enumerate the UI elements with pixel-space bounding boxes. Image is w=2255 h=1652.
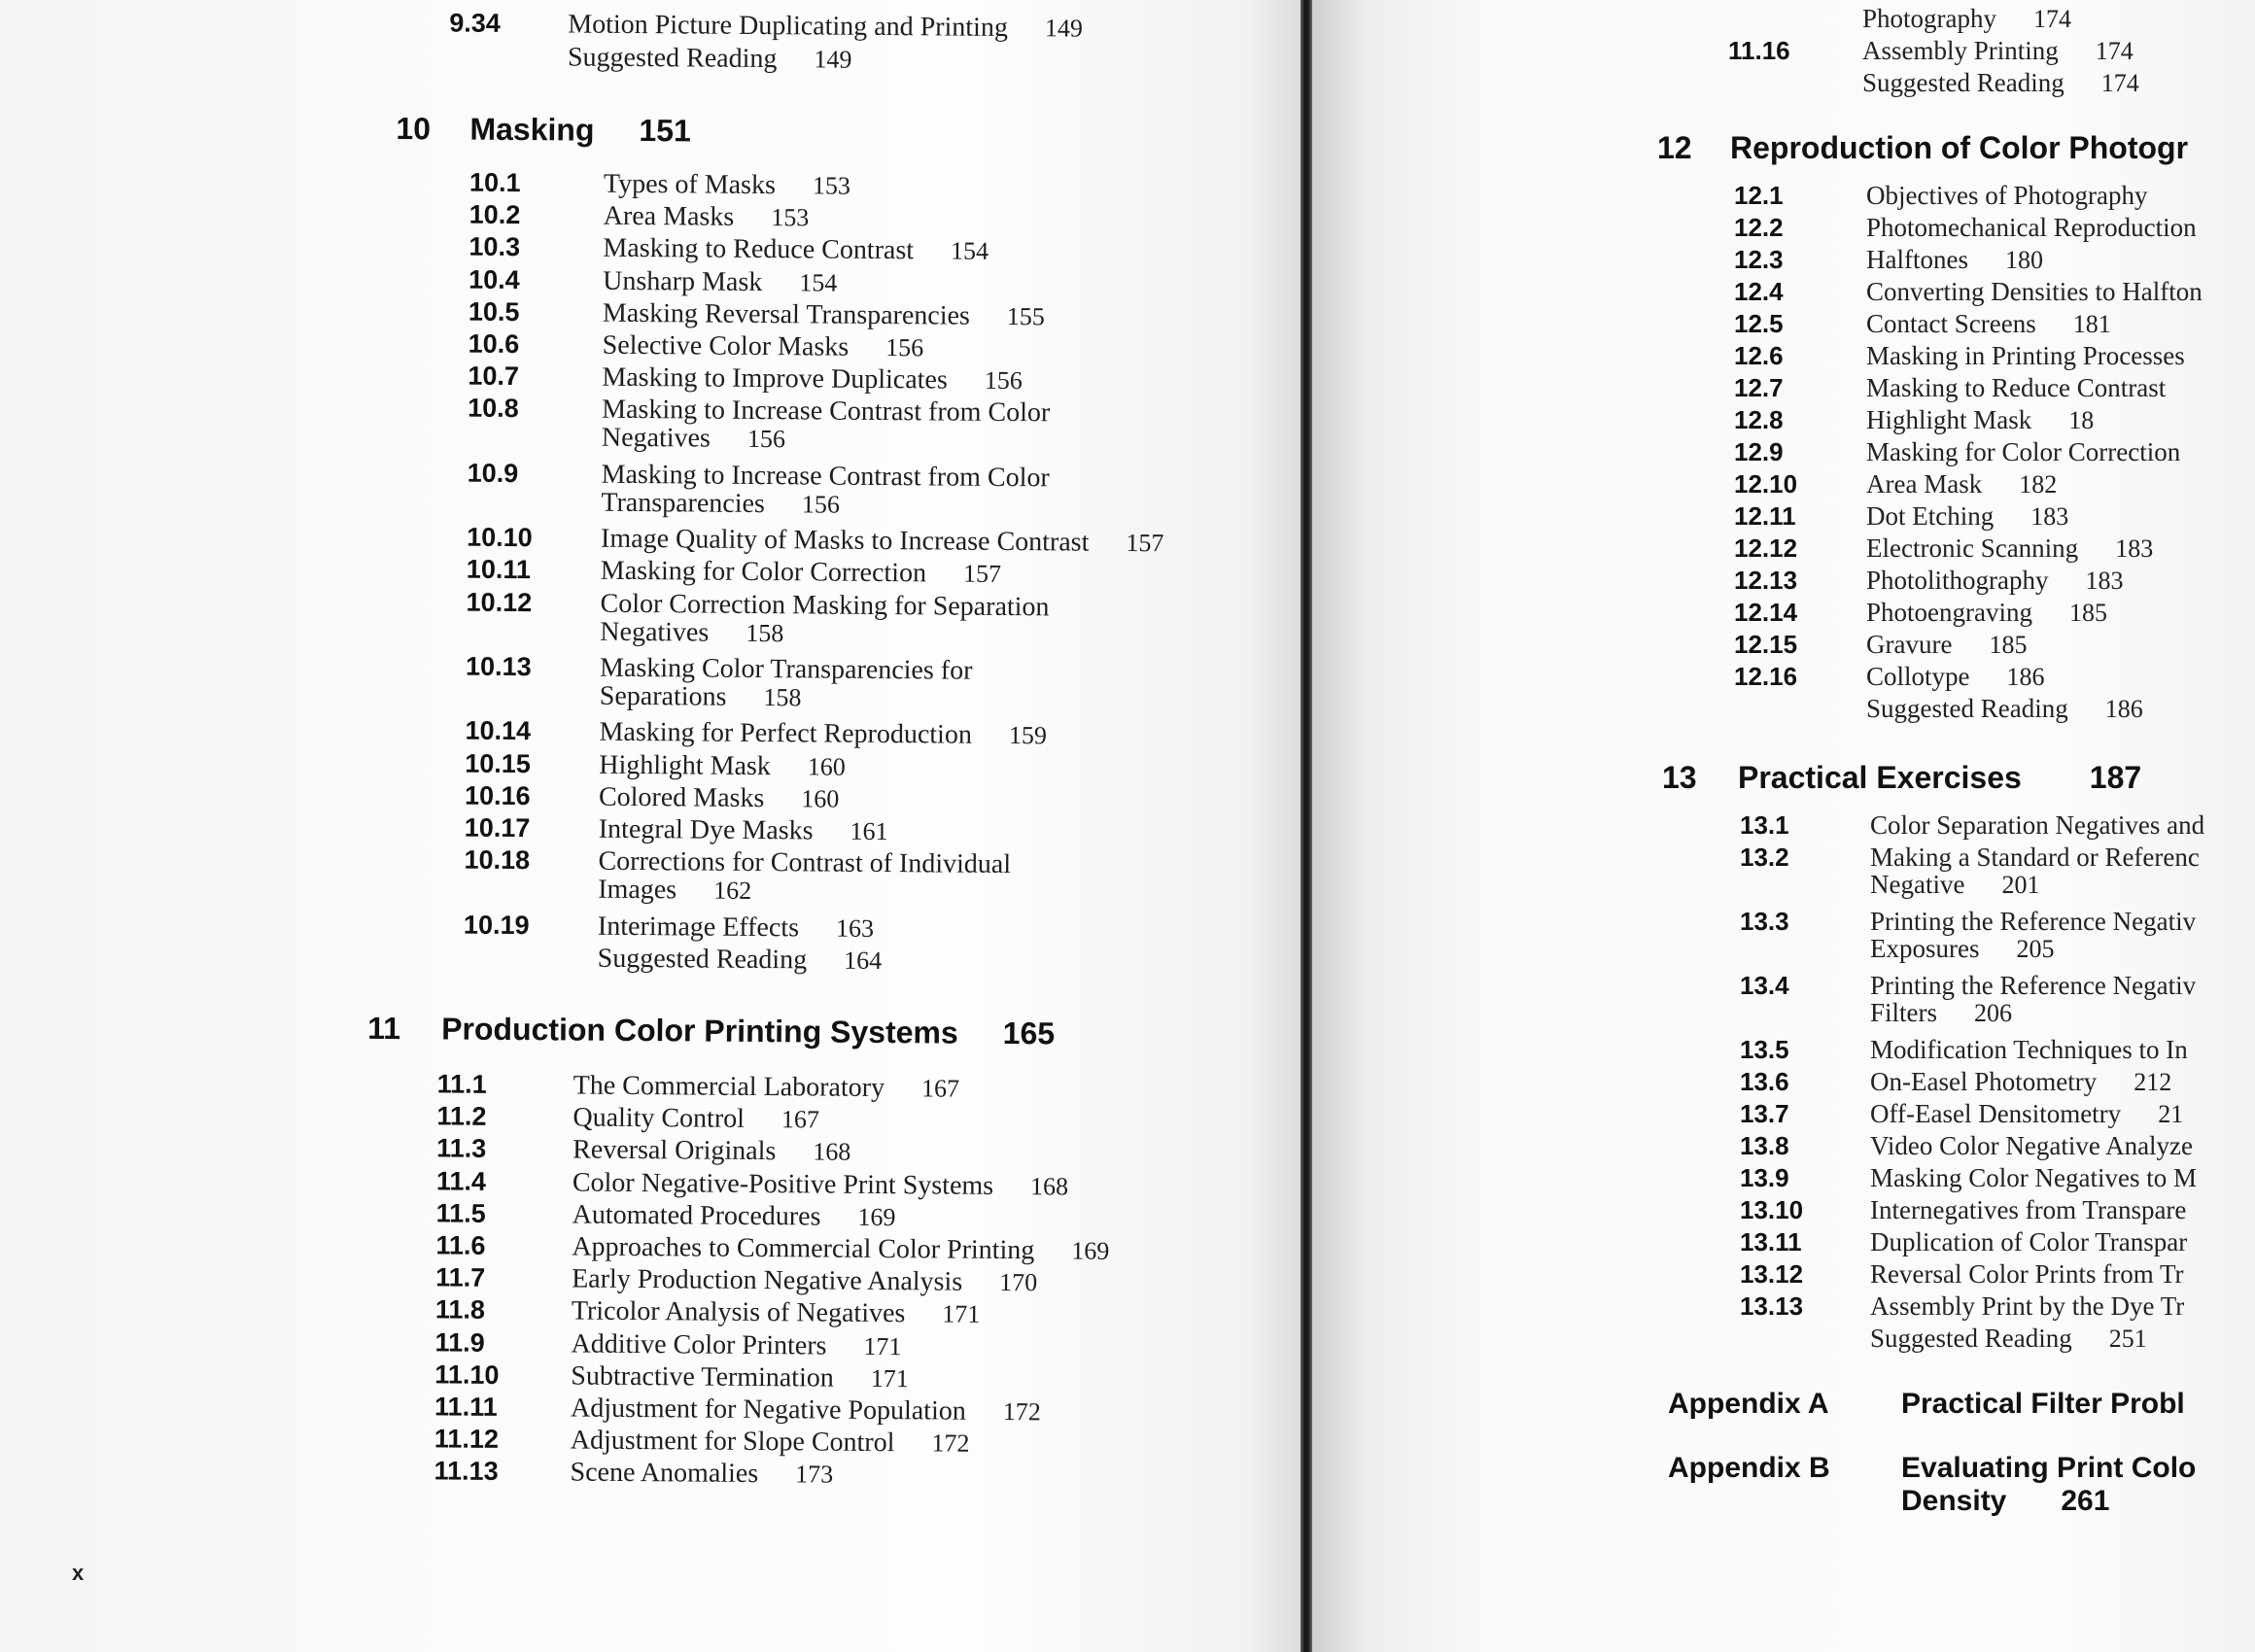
entry-page: 158 (746, 618, 784, 647)
entry-page: 171 (863, 1331, 902, 1360)
appendix-b-title-line2 (1901, 1485, 2109, 1518)
appendix-a-title: Practical Filter Probl (1901, 1388, 2185, 1420)
entry-page: 149 (814, 45, 852, 74)
entry-title-text: Electronic Scanning (1866, 533, 2079, 563)
appendix-a-label: Appendix A (1668, 1388, 1829, 1420)
entry-number: 12.5 (1734, 309, 1784, 338)
entry-title (600, 588, 1049, 651)
entry-page: 154 (799, 267, 838, 297)
chapter-title (441, 1011, 1055, 1051)
chapter-number: 12 (1657, 130, 1692, 165)
entry-title (604, 169, 850, 202)
entry-number: 10.10 (467, 522, 533, 553)
entry-title (1866, 694, 2143, 724)
entry-title (572, 1264, 1037, 1299)
entry-page: 172 (931, 1428, 970, 1458)
entry-number: 12.16 (1734, 662, 1798, 691)
entry-page: 161 (850, 816, 888, 846)
entry-title-text: Gravure (1866, 630, 1953, 659)
entry-title (602, 395, 1051, 458)
entry-title (572, 1167, 1068, 1202)
entry-title (1870, 1067, 2171, 1097)
entry-title-text: Dot Etching (1866, 501, 1995, 531)
chapter-page: 151 (639, 113, 691, 149)
chapter-page: 187 (2089, 760, 2142, 795)
chapter-title-text: Masking (469, 111, 595, 148)
entry-page: 185 (2068, 599, 2107, 627)
entry-number: 10.16 (464, 780, 531, 810)
right-toc (1312, 0, 2255, 1652)
entry-page: 18 (2068, 406, 2095, 434)
entry-page: 21 (2158, 1100, 2184, 1128)
entry-title (1870, 907, 2196, 964)
entry-number: 11.6 (435, 1230, 486, 1260)
entry-title-text: Suggested Reading (1870, 1324, 2072, 1353)
entry-title (603, 233, 989, 267)
entry-page: 185 (1989, 631, 2028, 659)
entry-title (602, 362, 1023, 396)
entry-title (1866, 469, 2057, 499)
entry-title-line2: Negatives (600, 616, 710, 648)
chapter-title-text: Production Color Printing Systems (441, 1011, 958, 1050)
entry-number: 11.3 (436, 1133, 487, 1164)
entry-number: 10.9 (467, 458, 519, 488)
entry-number: 10.3 (468, 232, 521, 262)
entry-title (1866, 309, 2111, 339)
entry-number: 13.11 (1740, 1227, 1802, 1256)
entry-title (571, 1360, 909, 1394)
entry-page: 172 (1002, 1397, 1041, 1427)
entry-page: 156 (984, 366, 1023, 396)
book-gutter (1301, 0, 1312, 1652)
entry-number: 12.14 (1734, 598, 1798, 627)
entry-title (599, 749, 846, 782)
entry-title (604, 201, 810, 234)
entry-page: 183 (2115, 534, 2154, 563)
chapter-page: 165 (1002, 1015, 1056, 1051)
entry-title-line2: Transparencies (601, 487, 766, 519)
entry-title (1866, 245, 2043, 275)
entry-number: 12.13 (1734, 566, 1798, 595)
entry-title-text: The Commercial Laboratory (572, 1070, 885, 1104)
entry-number: 13.7 (1740, 1099, 1789, 1128)
entry-title-text: Suggested Reading (567, 42, 778, 75)
entry-title-text: Unsharp Mask (603, 265, 763, 297)
entry-page: 212 (2134, 1068, 2172, 1096)
chapter-number: 13 (1662, 760, 1697, 795)
entry-title-text: Objectives of Photography (1866, 181, 2148, 210)
entry-page: 157 (962, 560, 1002, 589)
entry-title (1870, 1291, 2184, 1322)
entry-title (598, 911, 874, 944)
entry-title-text: Area Masks (603, 200, 735, 232)
entry-number: 13.6 (1740, 1067, 1789, 1096)
entry-title (1866, 566, 2124, 596)
appendix-b-label: Appendix B (1668, 1452, 1830, 1484)
entry-title-text: Corrections for Contrast of Individual (598, 845, 1012, 880)
entry-number: 11.4 (435, 1166, 487, 1196)
entry-title (571, 1328, 901, 1362)
entry-title-text: Collotype (1866, 662, 1970, 691)
entry-title (1866, 181, 2147, 211)
entry-title-text: Area Mask (1866, 469, 1983, 499)
entry-number: 11.13 (434, 1456, 499, 1487)
entry-page: 167 (920, 1074, 960, 1103)
entry-page: 201 (2001, 871, 2040, 899)
entry-title-text: Modification Techniques to In (1870, 1035, 2188, 1064)
entry-title-text: Image Quality of Masks to Increase Contrast (601, 523, 1090, 558)
entry-number: 9.34 (449, 8, 501, 38)
entry-number: 10.5 (468, 296, 520, 327)
entry-title (1870, 1227, 2187, 1257)
entry-title-text: Color Negative-Positive Print Systems (572, 1167, 994, 1201)
entry-page: 168 (1030, 1171, 1069, 1201)
entry-number: 13.10 (1740, 1195, 1804, 1224)
entry-page: 156 (801, 490, 841, 519)
entry-title-text: Masking Color Negatives to M (1870, 1163, 2197, 1192)
entry-title-text: Masking to Improve Duplicates (602, 361, 948, 396)
entry-number: 10.4 (468, 264, 520, 294)
entry-number: 13.12 (1740, 1259, 1804, 1289)
entry-title-text: Masking in Printing Processes (1866, 341, 2185, 370)
appendix-b-title: Evaluating Print Colo (1901, 1452, 2197, 1484)
entry-title (599, 782, 840, 815)
entry-title (1870, 971, 2196, 1028)
entry-title-text: Colored Masks (598, 781, 765, 813)
entry-title (599, 814, 888, 847)
entry-title (1870, 1259, 2184, 1290)
entry-title (1866, 341, 2185, 371)
entry-title (570, 1458, 833, 1491)
entry-page: 149 (1044, 14, 1084, 43)
entry-title-text: Masking for Color Correction (1866, 437, 2181, 466)
appendix-b-page: 261 (2061, 1485, 2110, 1517)
entry-title (1870, 1099, 2183, 1129)
entry-title (572, 1296, 981, 1330)
right-page (1312, 0, 2255, 1652)
entry-page: 205 (2016, 935, 2055, 963)
entry-title-text: Early Production Negative Analysis (572, 1263, 963, 1297)
entry-page: 160 (801, 784, 840, 813)
chapter-title (469, 112, 691, 150)
entry-number: 12.12 (1734, 533, 1798, 563)
entry-title-text: Highlight Mask (599, 749, 771, 781)
entry-page: 156 (746, 425, 786, 454)
entry-title (568, 42, 852, 75)
entry-number: 10.7 (468, 361, 520, 392)
entry-page: 173 (795, 1460, 834, 1490)
entry-number: 12.6 (1734, 341, 1784, 370)
entry-page: 160 (807, 752, 846, 781)
entry-title-line2: Images (598, 874, 677, 906)
entry-title-text: Masking Color Transparencies for (599, 652, 973, 686)
entry-title (1870, 810, 2204, 841)
entry-title-text: Masking to Increase Contrast from Color (601, 459, 1050, 494)
entry-page: 174 (2095, 37, 2134, 65)
chapter-title: Reproduction of Color Photogr (1730, 130, 2189, 165)
entry-title-text: Video Color Negative Analyze (1870, 1131, 2194, 1160)
entry-page: 181 (2072, 310, 2111, 338)
entry-title-text: Contact Screens (1866, 309, 2036, 338)
entry-title-text: Motion Picture Duplicating and Printing (568, 9, 1009, 44)
entry-number: 10.17 (464, 812, 531, 843)
entry-title-text: Photoengraving (1866, 598, 2032, 627)
entry-page: 174 (2100, 69, 2139, 97)
entry-number: 10.18 (464, 844, 531, 876)
entry-title (572, 1103, 819, 1136)
entry-title-line2: Negative (1870, 870, 1965, 899)
entry-number: 11.7 (435, 1262, 486, 1293)
entry-title-text: Tricolor Analysis of Negatives (571, 1295, 906, 1329)
entry-title-text: Duplication of Color Transpar (1870, 1227, 2188, 1256)
entry-number: 13.2 (1740, 843, 1789, 872)
entry-title-text: Making a Standard or Referenc (1870, 843, 2200, 872)
entry-title-text: Quality Control (572, 1102, 746, 1135)
entry-title (572, 1199, 896, 1233)
entry-title (572, 1135, 850, 1168)
entry-number: 12.15 (1734, 630, 1798, 659)
entry-title-text: Photography (1862, 4, 1996, 33)
entry-title-text: Adjustment for Slope Control (570, 1425, 895, 1459)
entry-title (1866, 533, 2153, 564)
entry-title-text: Masking to Reduce Contrast (603, 233, 915, 266)
entry-title-text: Subtractive Termination (571, 1360, 834, 1394)
entry-page: 182 (2019, 470, 2058, 499)
entry-title (1866, 630, 2027, 660)
entry-page: 171 (870, 1363, 909, 1394)
entry-title (573, 1071, 960, 1105)
chapter-number: 10 (396, 111, 432, 147)
entry-title (1870, 1035, 2188, 1065)
entry-title-text: Additive Color Printers (571, 1328, 827, 1361)
entry-title-text: Converting Densities to Halfton (1866, 277, 2203, 306)
entry-title (1862, 36, 2134, 66)
entry-number: 12.8 (1734, 405, 1784, 434)
entry-title-text: Off-Easel Densitometry (1870, 1099, 2122, 1128)
entry-number: 11.12 (434, 1424, 500, 1455)
entry-page: 170 (999, 1268, 1038, 1297)
entry-title-text: Approaches to Commercial Color Printing (572, 1231, 1035, 1266)
entry-title (1866, 662, 2045, 692)
entry-title-text: Reversal Color Prints from Tr (1870, 1259, 2184, 1289)
entry-title (603, 298, 1045, 333)
entry-number: 10.19 (463, 910, 530, 940)
entry-page: 186 (2104, 695, 2143, 723)
entry-page: 186 (2006, 663, 2045, 691)
entry-page: 157 (1126, 529, 1164, 558)
entry-title-line2: Filters (1870, 998, 1938, 1027)
entry-number: 10.12 (466, 587, 533, 617)
entry-title-text: Masking for Color Correction (600, 556, 927, 589)
entry-page: 162 (713, 876, 752, 906)
entry-page: 168 (813, 1137, 851, 1167)
entry-title (1870, 1195, 2186, 1225)
entry-page: 154 (950, 236, 989, 266)
entry-title (1866, 405, 2094, 435)
entry-title (599, 717, 1047, 752)
entry-number: 11.2 (436, 1101, 487, 1132)
entry-number: 12.9 (1734, 437, 1784, 466)
entry-page: 167 (781, 1105, 820, 1134)
entry-page: 156 (885, 333, 924, 362)
entry-title (1862, 68, 2139, 98)
entry-title (601, 524, 1164, 560)
entry-page: 163 (835, 913, 875, 943)
entry-title (1866, 501, 2068, 532)
entry-title (598, 846, 1011, 909)
entry-title (568, 9, 1083, 44)
entry-page: 159 (1008, 721, 1048, 750)
entry-title (1870, 1324, 2147, 1354)
entry-title-text: Reversal Originals (572, 1134, 777, 1167)
entry-title-text: Interimage Effects (597, 911, 800, 943)
entry-number: 13.5 (1740, 1035, 1789, 1064)
entry-title (1862, 4, 2071, 34)
entry-number: 12.10 (1734, 469, 1798, 499)
entry-title-text: Photomechanical Reproduction (1866, 213, 2197, 242)
entry-title (1866, 213, 2197, 243)
entry-title (1870, 843, 2200, 900)
entry-page: 153 (812, 171, 851, 200)
entry-title-text: Assembly Printing (1862, 36, 2059, 65)
entry-number: 13.1 (1740, 810, 1789, 840)
entry-title-text: Masking to Increase Contrast from Color (602, 395, 1051, 429)
entry-number: 10.6 (468, 328, 520, 360)
entry-title (1866, 373, 2166, 403)
entry-number: 11.11 (434, 1392, 498, 1422)
entry-title-text: Types of Masks (603, 168, 777, 201)
entry-title-text: Masking Reversal Transparencies (602, 297, 970, 331)
entry-title (1870, 1131, 2193, 1161)
entry-title-line2: Negatives (601, 423, 711, 455)
entry-page: 183 (2085, 567, 2124, 595)
entry-page: 171 (942, 1299, 981, 1329)
entry-title-text: Selective Color Masks (602, 329, 850, 362)
entry-page: 153 (771, 203, 810, 232)
chapter-title (1738, 760, 2141, 796)
entry-title-line2: Separations (599, 680, 727, 712)
entry-number: 11.9 (434, 1327, 485, 1358)
entry-title (600, 653, 973, 715)
entry-page: 158 (763, 683, 802, 712)
entry-title-text: Masking to Reduce Contrast (1866, 373, 2167, 402)
entry-title-text: Integral Dye Masks (598, 813, 814, 846)
entry-number: 10.13 (465, 651, 532, 682)
entry-page: 206 (1974, 999, 2013, 1027)
entry-title-text: On-Easel Photometry (1870, 1067, 2098, 1096)
entry-number: 13.8 (1740, 1131, 1789, 1160)
entry-title (601, 556, 1001, 590)
entry-page: 180 (2004, 246, 2043, 274)
entry-number: 12.4 (1734, 277, 1784, 306)
entry-number: 10.14 (465, 716, 532, 746)
entry-number: 10.2 (468, 199, 521, 230)
entry-title-text: Automated Procedures (572, 1199, 821, 1232)
entry-number: 12.3 (1734, 245, 1784, 274)
entry-title-text: Color Correction Masking for Separation (600, 588, 1050, 622)
entry-title (1870, 1163, 2197, 1193)
entry-page: 164 (844, 946, 883, 975)
entry-title-text: Color Separation Negatives and (1870, 810, 2205, 840)
entry-number: 13.9 (1740, 1163, 1789, 1192)
entry-title (571, 1394, 1041, 1428)
appendix-b-title2: Density (1901, 1485, 2007, 1517)
entry-number: 10.15 (465, 748, 532, 778)
entry-title (603, 265, 837, 298)
entry-title-text: Halftones (1866, 245, 1968, 274)
entry-page: 169 (857, 1202, 896, 1231)
entry-page: 169 (1071, 1236, 1110, 1265)
entry-title-text: Printing the Reference Negativ (1870, 907, 2197, 936)
entry-title-line2: Exposures (1870, 934, 1980, 963)
entry-number: 10.11 (466, 555, 532, 585)
entry-number: 13.13 (1740, 1291, 1804, 1321)
entry-number: 12.11 (1734, 501, 1796, 531)
entry-title-text: Printing the Reference Negativ (1870, 971, 2197, 1000)
entry-title-text: Suggested Reading (1862, 68, 2064, 97)
entry-title-text: Highlight Mask (1866, 405, 2032, 434)
entry-number: 12.7 (1734, 373, 1784, 402)
entry-title-text: Adjustment for Negative Population (570, 1393, 966, 1427)
entry-number: 11.5 (435, 1198, 486, 1228)
entry-title-text: Assembly Print by the Dye Tr (1870, 1291, 2185, 1321)
entry-page: 251 (2108, 1325, 2147, 1353)
entry-title (1866, 437, 2180, 467)
entry-title (603, 330, 924, 364)
entry-page: 155 (1006, 301, 1045, 331)
entry-number: 11.8 (434, 1294, 486, 1325)
entry-title (598, 944, 883, 977)
entry-title (1866, 598, 2107, 628)
entry-number: 10.8 (468, 394, 519, 424)
entry-title (601, 460, 1050, 523)
entry-number: 13.4 (1740, 971, 1789, 1000)
entry-number: 13.3 (1740, 907, 1789, 936)
entry-title-text: Suggested Reading (597, 943, 808, 976)
entry-title (1866, 277, 2203, 307)
folio: x (72, 1561, 85, 1585)
entry-title-text: Photolithography (1866, 566, 2049, 595)
entry-number: 11.16 (1728, 36, 1790, 65)
entry-number: 11.10 (434, 1359, 500, 1390)
entry-number: 12.2 (1734, 213, 1784, 242)
entry-title (571, 1426, 970, 1460)
entry-number: 10.1 (468, 167, 521, 198)
chapter-number: 11 (367, 1010, 401, 1047)
entry-title-text: Suggested Reading (1866, 694, 2068, 723)
entry-title (572, 1232, 1109, 1267)
chapter-title-text: Practical Exercises (1738, 760, 2022, 795)
entry-number: 11.1 (436, 1069, 487, 1099)
entry-number: 12.1 (1734, 181, 1784, 210)
entry-title-text: Masking for Perfect Reproduction (599, 717, 973, 751)
entry-page: 183 (2030, 502, 2069, 531)
entry-page: 174 (2033, 5, 2071, 33)
entry-title-text: Internegatives from Transpare (1870, 1195, 2187, 1224)
entry-title-text: Scene Anomalies (570, 1457, 759, 1490)
